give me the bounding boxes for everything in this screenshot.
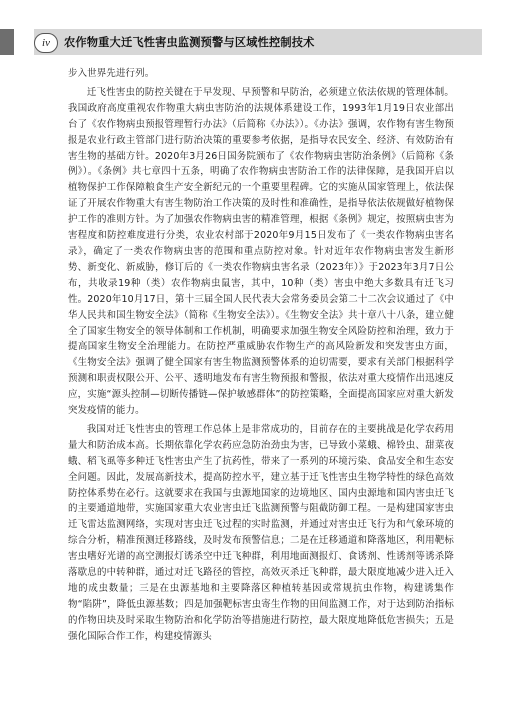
body-text — [68, 66, 454, 648]
header-stripe — [0, 29, 14, 55]
page-number: iv — [34, 33, 58, 53]
paragraph-regulations: 迁飞性害虫的防控关键在于早发现、早预警和早防治，必须建立依法依规的管理体制。我国政府高度重视农作物重大病虫害防治的法规体系建设工作，1993年1月19日农业部出台了《农作物病虫预报管理暂行办法》（后简称《办法》）。《办法》强调，农作物有害生物预报是农业行政主管部门进行防治决策的重要参考依据，是指导农民安全、经济、有效防治有害生物的基础方针。2020年3月26日国务院颁布了《农作物病虫害防治条例》（后简称《条例》）。《条例》共七章四十五条，明确了农作物病虫害防治工作的法律保障，是我国开启以植物保护工作保障粮食生产安全新纪元的一个重要里程碑。它的实施从国家管理上，依法保证了开展农作物重大有害生物防治工作决策的及时性和准确性，是指导依法依规做好植物保护工作的准则方针。为了加强农作物病虫害的精准管理，根据《条例》规定，按照病虫害为害程度和防控难度进行分类，农业农村部于2020年9月15日发布了《一类农作物病虫害名录》，确定了一类农作物病虫害的范围和重点防控对象。针对近年农作物病虫害发生新形势、新变化、新威胁，修订后的《一类农作物病虫害名录（2023年）》于2023年3月7日公布，共收录19种（类）农作物病虫鼠害，其中，10种（类）害虫中绝大多数具有迁飞习性。2020年10月17日，第十三届全国人民代表大会常务委员会第二十二次会议通过了《中华人民共和国生物安全法》（简称《生物安全法》）。《生物安全法》共十章八十八条，建立健全了国家生物安全的领导体制和工作机制，明确要求加强生物安全风险防控和治理，致力于提高国家生物安全治理能力。在防控严重威胁农作物生产的高风险新发和突发害虫方面，《生物安全法》强调了健全国家有害生物监测预警体系的迫切需要，要求有关部门根据科学预测和职责权限公开、公平、透明地发布有害生物预报和警报，依法对重大疫情作出迅速反应，实施“源头控制—切断传播链—保护敏感群体”的防控策略，全面提高国家应对重大新发突发疫情的能力。 — [68, 86, 454, 417]
running-header — [0, 29, 520, 55]
paragraph-continuation: 步入世界先进行列。 — [68, 68, 155, 79]
paragraph-management: 我国对迁飞性害虫的管理工作总体上是非常成功的，目前存在的主要挑战是化学农药用量大和防治成本高。长期依靠化学农药应急防治劲虫为害，已导致小菜蛾、棉铃虫、甜菜夜蛾、稻飞虱等多种迁飞性害虫产生了抗药性，带来了一系列的环境污染、食品安全和生态安全问题。因此，发展高新技术，提高防控水平，建立基于迁飞性害虫生物学特性的绿色高效防控体系势在必行。这就要求在我国与虫源地国家的边境地区、国内虫源地和国内害虫迁飞的主要通道地带，实施国家重大农业害虫迁飞监测预警与阻截防御工程。一是构建国家害虫迁飞雷达监测网络，实现对害虫迁飞过程的实时监测，并通过对害虫迁飞行为和气象环境的综合分析，精准预测迁移路线，及时发布预警信息；二是在迁移通道和降落地区，利用靶标害虫嗜好光谱的高空测报灯诱杀空中迁飞种群，利用地面测报灯、食诱剂、性诱剂等诱杀降落歇息的中转种群，通过对迁飞路径的管控，高效灭杀迁飞种群，最大限度地减少进入迁入地的成虫数量；三是在虫源基地和主要降落区种植转基因或常规抗虫作物，构建诱集作物“陷阱”，降低虫源基数；四是加强靶标害虫寄生作物的田间监测工作，对于达到防治指标的作物田块及时采取生物防治和化学防治等措施进行防控，最大限度地降低危害损失；五是强化国际合作工作，构建疫情源头 — [68, 423, 454, 642]
running-title: 农作物重大迁飞性害虫监测预警与区域性控制技术 — [64, 36, 315, 49]
